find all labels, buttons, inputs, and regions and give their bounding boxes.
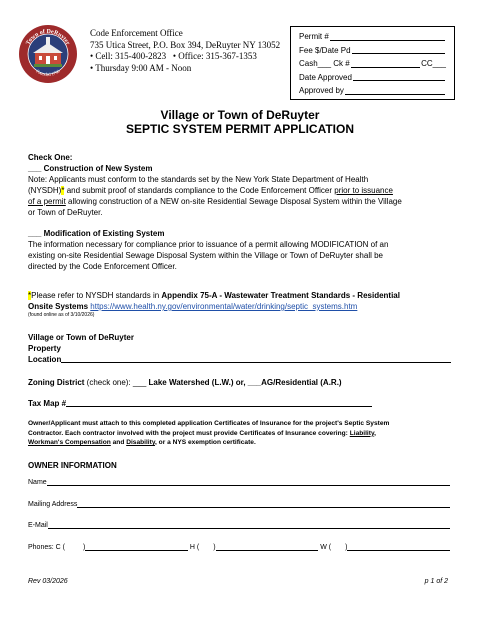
phones-field[interactable]: Phones: C ( ) H ( ) W ( ) [28,543,450,553]
tax-map-field[interactable] [28,398,372,409]
mailing-address-field[interactable] [28,500,450,510]
check-one-section [28,152,458,272]
date-approved-field[interactable] [299,71,446,85]
town-seal [18,24,78,84]
modification-text-3: directed by the Code Enforcement Officer. [28,262,177,271]
office-address: 735 Utica Street, P.O. Box 394, DeRuyter NY 13052 [90,39,281,50]
new-system-text-3: of a permit allowing construction of a NEW on-site Residential Sewage Disposal System within the Village [28,197,402,206]
new-system-text-4: or Town of DeRuyter. [28,208,103,217]
phone-home-label: H ( [189,544,200,551]
fee-date-field[interactable] [299,44,446,58]
nysdh-link[interactable]: https://www.health.ny.gov/environmental/water/drinking/septic_systems.htm [90,302,358,311]
phone-cell-label: Phones: C ( [28,544,65,551]
office-info [90,28,280,74]
zoning-ag-residential-option[interactable]: ___AG/Residential (A.R.) [247,378,342,387]
date-approved-label: Date Approved [299,72,352,82]
modification-text-2: existing on-site Residential Sewage Disposal System within the Village or Town of DeRuyter shall be [28,251,383,260]
cell-phone-line[interactable] [85,550,188,551]
title-line-2: SEPTIC SYSTEM PERMIT APPLICATION [125,122,355,136]
check-one-heading: Check One: [28,153,73,162]
home-phone-line[interactable] [216,550,319,551]
note-star: * [28,291,32,300]
owner-info-heading: OWNER INFORMATION [28,461,117,470]
permit-number-label: Permit # [299,32,329,41]
email-label: E-Mail [28,522,48,529]
revision-label: Rev 03/2026 [28,578,68,585]
payment-field[interactable] [299,57,446,71]
insurance-requirement: Owner/Applicant must attach to this completed application Certificates of Insurance for the project's Septic System Contractor. Each contractor involved with the project must provide Certificates of Insurance covering: Liability, Workman's Compensation and Disability, or a NYS exemption certificate. [28,420,390,446]
fee-date-label: Fee $/Date Pd [299,45,351,55]
office-use-box [290,26,455,100]
property-location-field[interactable] [28,354,451,365]
approved-by-field[interactable] [299,84,446,98]
approved-by-label: Approved by [299,86,344,95]
new-system-option[interactable]: ___ Construction of New System [28,164,153,173]
owner-name-field[interactable] [28,478,450,488]
seal-ring-top: Town of DeRuyter [25,28,71,47]
office-phones: • Cell: 315-400-2823 • Office: 315-367-1353 [90,51,257,61]
property-section [28,332,451,365]
cash-check-label: Cash___ Ck # [299,59,350,68]
phone-work-label: W ( [320,544,332,551]
cc-label: CC___ [421,59,446,68]
seal-ring-bottom: Founded 1798 [35,68,61,78]
footnote-star: * [61,186,65,195]
title-line-1: Village or Town of DeRuyter [160,108,320,122]
office-name: Code Enforcement Office [90,28,183,38]
zoning-district: Zoning District (check one): ___ Lake Watershed (L.W.) or, ___AG/Residential (A.R.) [28,378,342,387]
new-system-text-2: (NYSDH)* and submit proof of standards compliance to the Code Enforcement Officer prior to issuance [28,186,393,195]
property-label-2: Property [28,344,61,353]
modification-text-1: The information necessary for compliance prior to issuance of a permit allowing MODIFICATION of an [28,240,389,249]
office-hours: • Thursday 9:00 AM - Noon [90,62,192,73]
found-online-note: (found online as of 3/10/2026) [28,312,95,318]
zoning-lake-watershed-option[interactable]: Lake Watershed (L.W.) or, [148,378,248,387]
new-system-text-1: Note: Applicants must conform to the standards set by the New York State Department of Health [28,175,369,184]
nysdh-note: *Please refer to NYSDH standards in Appendix 75-A - Wastewater Treatment Standards - Residential Onsite Systems https://www.health.ny.gov/environmental/water/drinking/septic_systems.htm (found online as of 3/10/2026) [28,290,458,318]
property-location-label: Location [28,355,62,364]
page-title [0,108,480,136]
modification-option[interactable]: ___ Modification of Existing System [28,229,165,238]
permit-number-field[interactable] [299,30,446,44]
page-number: p 1 of 2 [424,578,448,585]
owner-name-label: Name [28,479,47,486]
email-field[interactable] [28,521,450,531]
mailing-address-label: Mailing Address [28,501,78,508]
tax-map-label: Tax Map # [28,399,67,408]
work-phone-line[interactable] [347,550,450,551]
property-label-1: Village or Town of DeRuyter [28,333,134,342]
